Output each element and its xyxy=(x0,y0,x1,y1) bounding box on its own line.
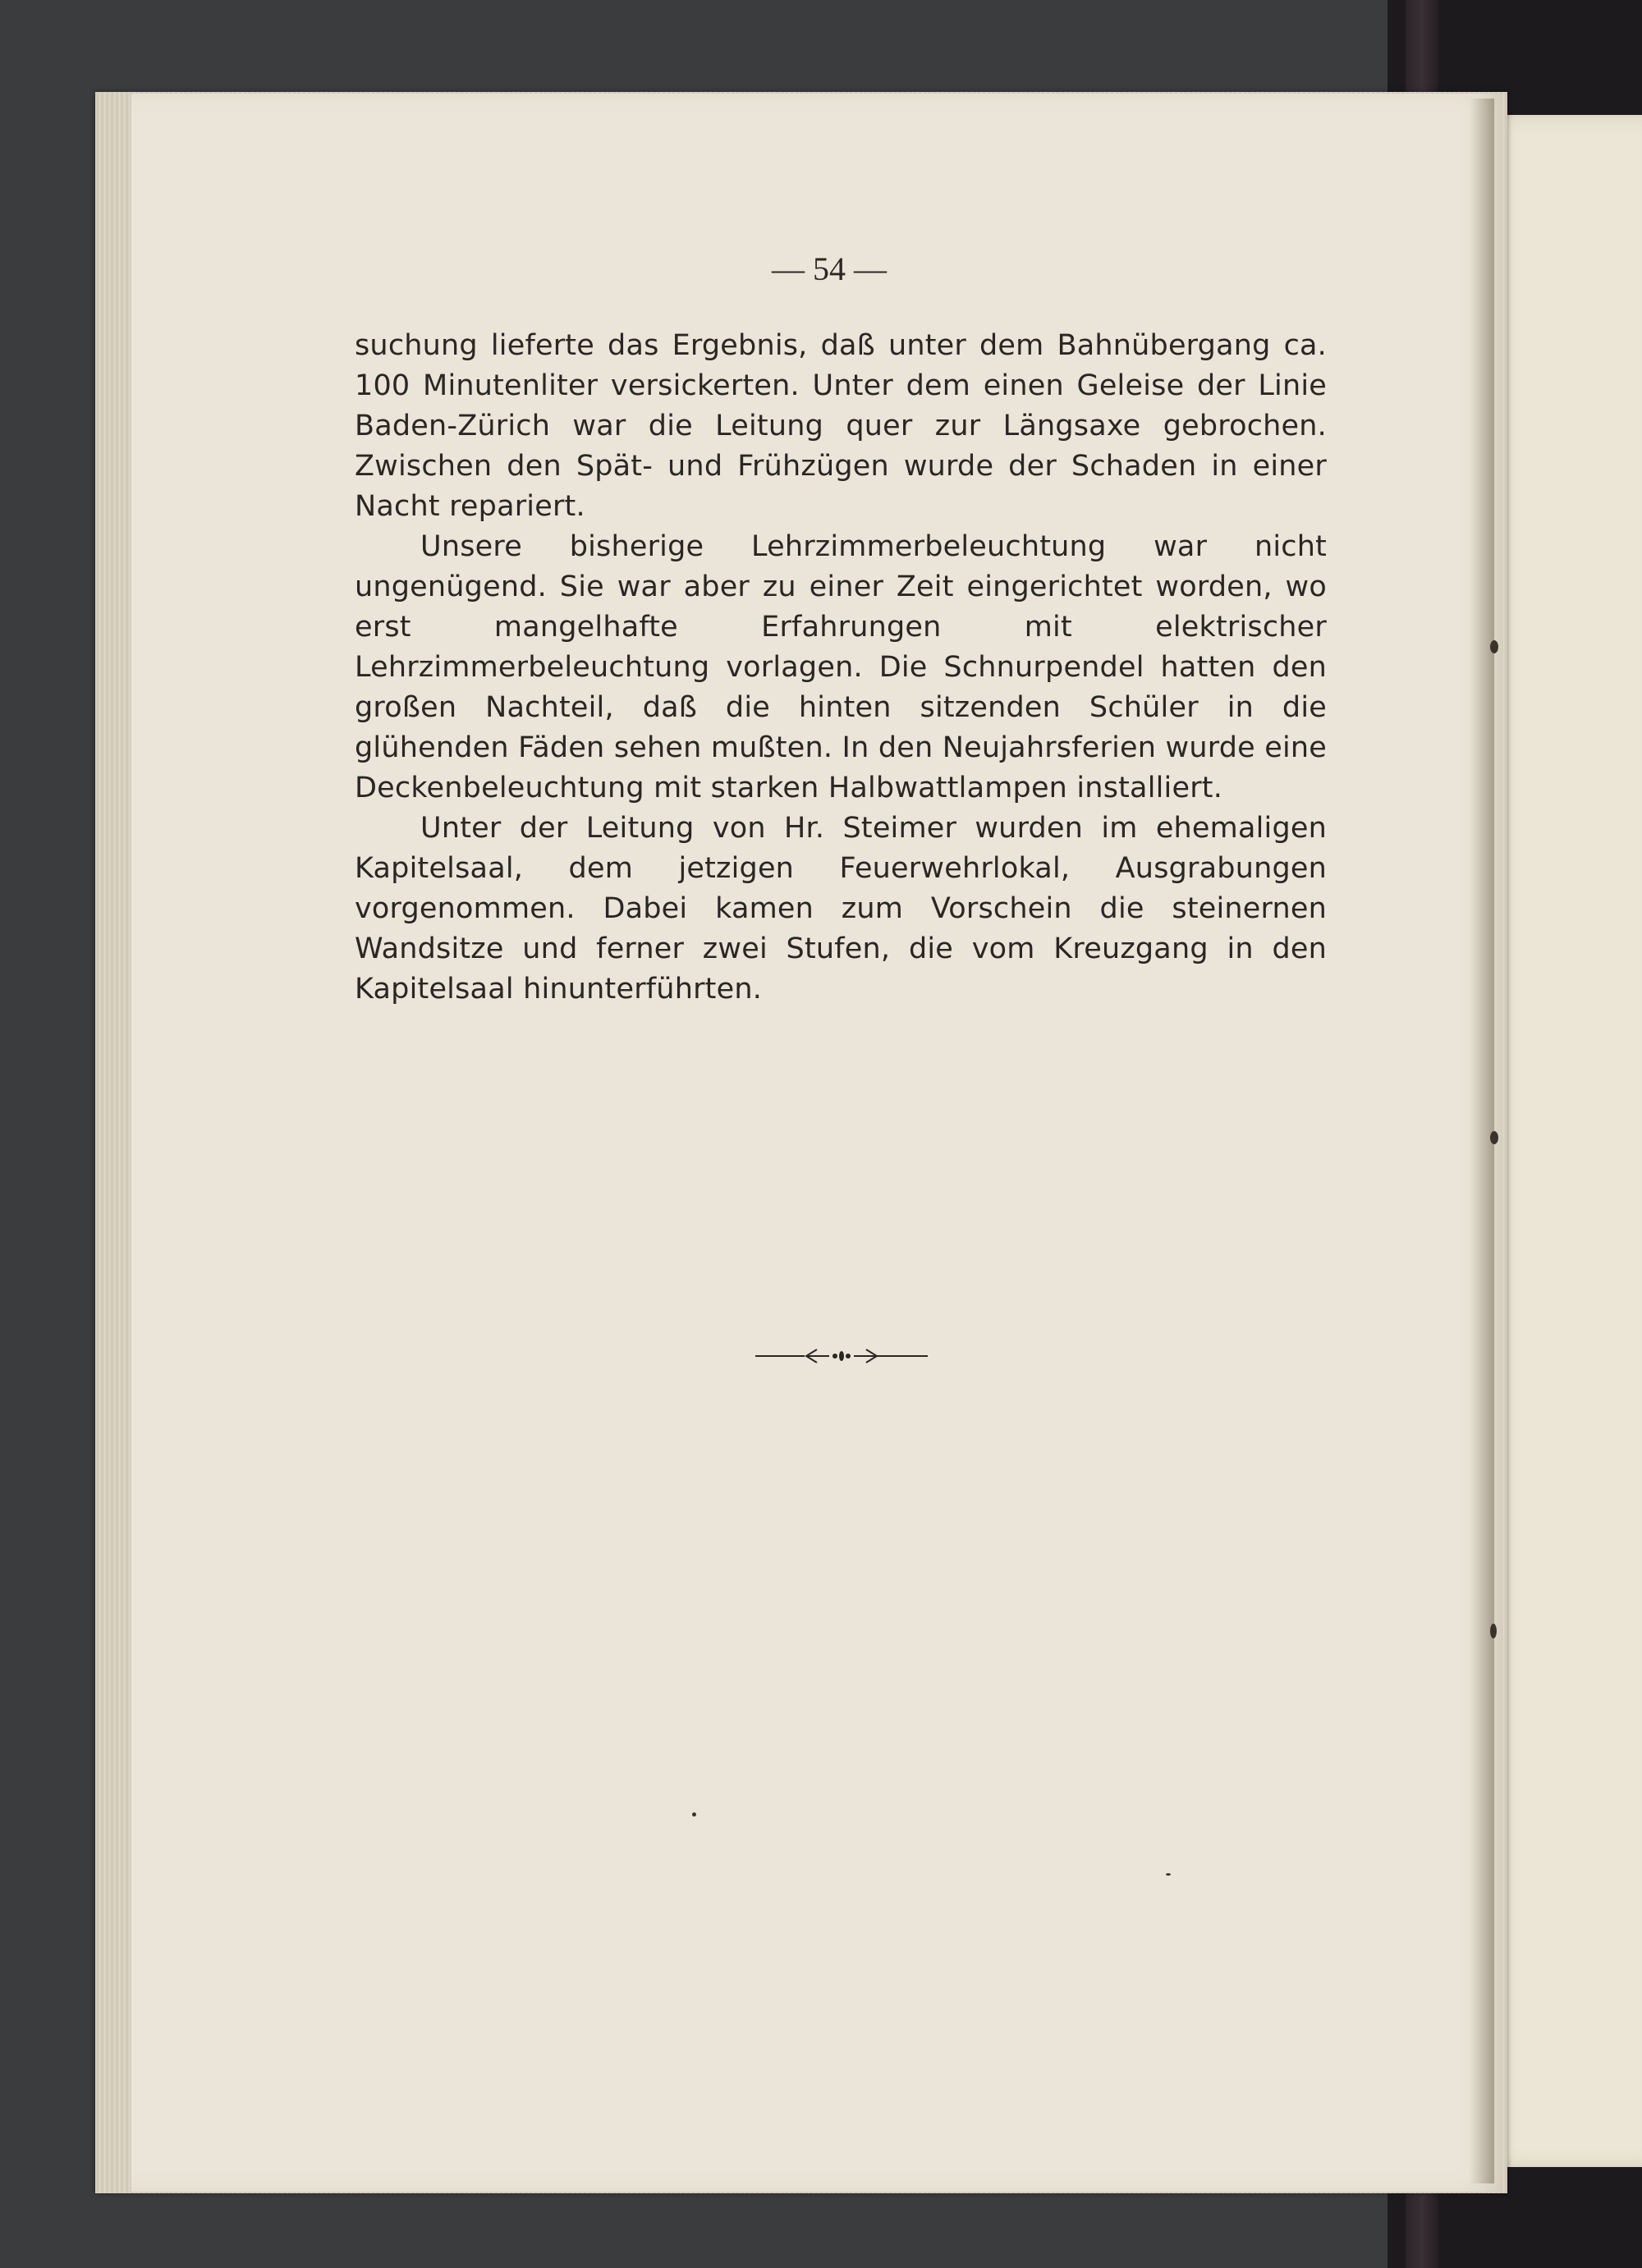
paper-speck xyxy=(1166,1873,1171,1876)
paper-speck xyxy=(692,1812,696,1817)
ornament-divider-icon xyxy=(755,1340,928,1372)
body-text xyxy=(355,326,1327,1010)
paper-speck xyxy=(1490,640,1498,653)
paper-speck xyxy=(1490,1131,1498,1144)
facing-page-edge xyxy=(1484,115,1642,2167)
page-number: — 54 — xyxy=(772,250,887,287)
paper-speck xyxy=(1490,1624,1497,1638)
paragraph-1: suchung lieferte das Ergebnis, daß unter dem Bahnübergang ca. 100 Minutenliter versickerten. Unter dem einen Geleise der Linie Baden-Zürich war die Leitung quer zur Längsaxe gebrochen. Zwischen den Spät- und Frühzügen wurde der Schaden in einer Nacht repariert. xyxy=(355,329,1327,523)
paragraph-2: Unsere bisherige Lehrzimmerbeleuchtung war nicht ungenügend. Sie war aber zu einer Zeit eingerichtet worden, wo erst mangelhafte Erfahrungen mit elektrischer Lehrzimmerbeleuchtung vorlagen. Die Schnurpendel hatten den großen Nachteil, daß die hinten sitzenden Schüler in die glühenden Fäden sehen mußten. In den Neujahrsferien wurde eine Deckenbeleuchtung mit starken Halbwattlampen installiert. xyxy=(355,530,1327,804)
paragraph-3: Unter der Leitung von Hr. Steimer wurden im ehemaligen Kapitelsaal, dem jetzigen Feuerwehrlokal, Ausgrabungen vorgenommen. Dabei kamen zum Vorschein die steinernen Wandsitze und ferner zwei Stufen, die vom Kreuzgang in den Kapitelsaal hinunterführten. xyxy=(355,812,1327,1006)
